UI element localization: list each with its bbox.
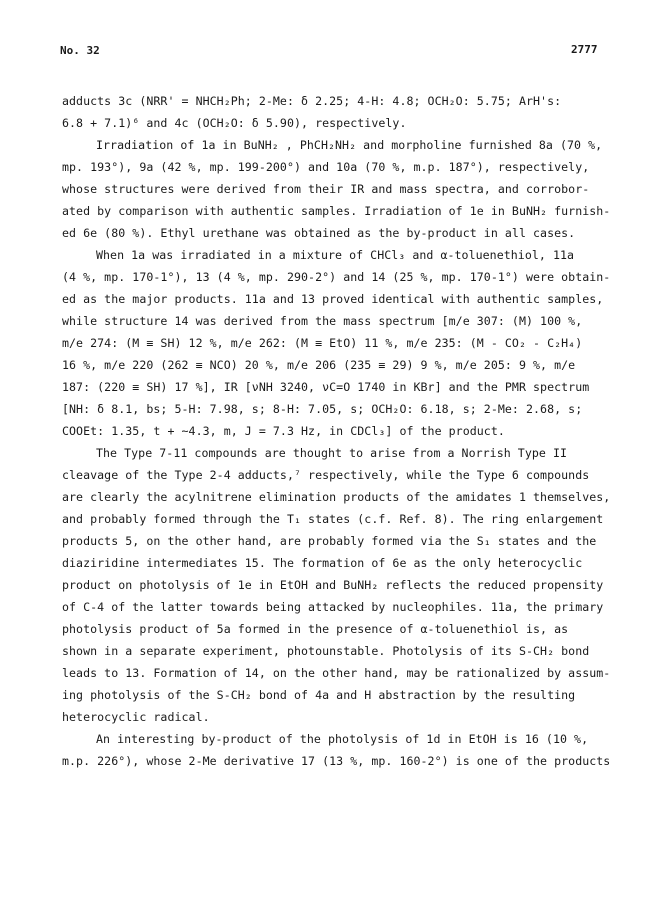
text-line: heterocyclic radical. [62,710,210,724]
text-line: cleavage of the Type 2-4 adducts,⁷ respectively, while the Type 6 compounds [62,468,590,482]
text-line: are clearly the acylnitrene elimination products of the amidates 1 themselves, [62,490,611,504]
text-line: COOEt: 1.35, t + ~4.3, m, J = 7.3 Hz, in CDCl₃] of the product. [62,424,505,438]
text-line: ing photolysis of the S-CH₂ bond of 4a and H abstraction by the resulting [62,688,576,702]
text-line: and probably formed through the T₁ states (c.f. Ref. 8). The ring enlargement [62,512,604,526]
text-line: while structure 14 was derived from the mass spectrum [m/e 307: (M) 100 %, [62,314,583,328]
text-line: product on photolysis of 1e in EtOH and BuNH₂ reflects the reduced propensity [62,578,604,592]
text-line: 6.8 + 7.1)⁶ and 4c (OCH₂O: δ 5.90), respectively. [62,116,407,130]
text-line: An interesting by-product of the photolysis of 1d in EtOH is 16 (10 %, [96,732,589,746]
page-number: 2777 [571,43,598,56]
text-line: ed as the major products. 11a and 13 proved identical with authentic samples, [62,292,604,306]
text-line: of C-4 of the latter towards being attacked by nucleophiles. 11a, the primary [62,600,604,614]
text-line: 16 %, m/e 220 (262 ≡ NCO) 20 %, m/e 206 (235 ≡ 29) 9 %, m/e 205: 9 %, m/e [62,358,576,372]
text-line: ed 6e (80 %). Ethyl urethane was obtained as the by-product in all cases. [62,226,576,240]
text-line: [NH: δ 8.1, bs; 5-H: 7.98, s; 8-H: 7.05, s; OCH₂O: 6.18, s; 2-Me: 2.68, s; [62,402,583,416]
text-line: mp. 193°), 9a (42 %, mp. 199-200°) and 10a (70 %, m.p. 187°), respectively, [62,160,590,174]
text-line: leads to 13. Formation of 14, on the other hand, may be rationalized by assum- [62,666,611,680]
text-line: products 5, on the other hand, are probably formed via the S₁ states and the [62,534,597,548]
text-line: (4 %, mp. 170-1°), 13 (4 %, mp. 290-2°) and 14 (25 %, mp. 170-1°) were obtain- [62,270,611,284]
article-body [62,90,614,772]
text-line: m/e 274: (M ≡ SH) 12 %, m/e 262: (M ≡ EtO) 11 %, m/e 235: (M - CO₂ - C₂H₄) [62,336,583,350]
text-line: The Type 7-11 compounds are thought to arise from a Norrish Type II [96,446,568,460]
text-line: 187: (220 ≡ SH) 17 %], IR [νNH 3240, νC=O 1740 in KBr] and the PMR spectrum [62,380,590,394]
text-line: When 1a was irradiated in a mixture of CHCl₃ and α-toluenethiol, 11a [96,248,575,262]
text-line: m.p. 226°), whose 2-Me derivative 17 (13 %, mp. 160-2°) is one of the products [62,754,611,768]
journal-issue-number: No. 32 [60,44,100,57]
text-line: ated by comparison with authentic samples. Irradiation of 1e in BuNH₂ furnish- [62,204,611,218]
text-line: photolysis product of 5a formed in the presence of α-toluenethiol is, as [62,622,569,636]
text-line: whose structures were derived from their IR and mass spectra, and corrobor- [62,182,590,196]
text-line: diaziridine intermediates 15. The formation of 6e as the only heterocyclic [62,556,583,570]
text-line: shown in a separate experiment, photounstable. Photolysis of its S-CH₂ bond [62,644,590,658]
text-line: Irradiation of 1a in BuNH₂ , PhCH₂NH₂ and morpholine furnished 8a (70 %, [96,138,603,152]
text-line: adducts 3c (NRR' = NHCH₂Ph; 2-Me: δ 2.25; 4-H: 4.8; OCH₂O: 5.75; ArH's: [62,94,562,108]
